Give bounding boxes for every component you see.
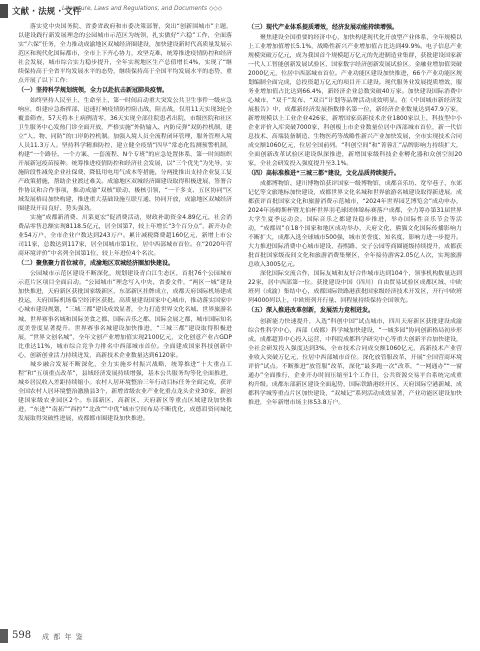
body-paragraph: 始终坚持人民至上、生命至上，第一时间启动重大突发公共卫生事件一级应急响应，组建应急指挥部，迅速打响疫情防控阻击战，阻击战，仅用11天实现3轮全覆盖筛查，57天将本土病例清零，36天实现全部住院患者出院，市级医院和社区卫生服务中心发热门诊全面开放，严格实施“外防输入、内防反弹“双防控机制，建立“人、物、同防”的口岸防控机制。加强入境人员全流程闭环管理，服务管理入境人员11.3万人。坚持科学精准防控，建立健全疫情“四早”常态化监测预警机制，构建“一个路径、一个方案、一套流程、N个专班”的应急处置体系，第一时间组织开展新冠疫苗接种。统筹推进疫情防控和经济社会发展，以“三个优先”为先导，实施阶段性减免企业社保费、降低用电用气成本等措施，分两批推出支持企业复工复产政策措施，帮助企业渡过难关。成渝地区双城经济圈建设取得积极进展，签署合作协议和合作事项，推动成渝“双核”联动、极核引领，“一干多支、五区协同”区域发展格局加快构建，推进重大基础设施互联互通、协同开放，成渝地区双城经济圈建设开局良好、势头强劲。 (18, 97, 232, 213)
footer-marker (0, 629, 8, 643)
section-heading: （五）深入推进改革创新，发展活力竞相迸发。 (248, 307, 375, 315)
body-paragraph: 聚焦建设全国重要的经济中心，加快构建现代化开放型产业体系，全年规模以上工业增加值增长5.1%，战略性新兴产业增加值占比达到49.9%。电子信息产业规模突破万亿元，成为我国首个规模超万亿元的先进制造业集群，获批建设国家新一代人工智能创新发展试验区、国家数字经济创新发展试验区。金融业增加值突破2000亿元，位居中西部城市首位。产业功能区建设加快推进，66个产业功能区规划编制全面完成，总投资超万亿元的项目开工建设。现代服务业发展提质增效，服务业增加值占比达到66.4%，新经济企业总数突破40万家。加快建设国际消费中心城市，“双千”发布、“双百”计划等品牌活动成效明显。在《中国城市新经济发展报告》中，成都新经济发展指数排名第一位，新经济企业数量达到47.9万家，新增规模以上工业企业426家，新增国家高新技术企业1800家以上，科技型中小企业评价入库突破7000家，科创板上市企业数量位居中西部城市首位，新一代信息技术、高端装备制造、生物医药等战略性新兴产业加快发展，全市实现技术合同成交额1060亿元，位居全国前列。“科创空间”和“菁蓉汇”品牌影响力持续扩大，全面创新改革试验区建设纵深推进，新增国家级科技企业孵化器和众创空间20家，全社会研发投入强度提升至3.1%。 (248, 34, 462, 168)
running-header (0, 0, 480, 22)
page-footer (0, 628, 480, 644)
section-heading: （一）坚持科学规划统领，全力以赴抗击新冠肺炎疫情。 (18, 87, 169, 95)
header-section-title: 文献 · 法规 · 文件 (12, 7, 82, 17)
left-text-column (18, 22, 232, 423)
section-heading: （三）现代产业体系提质增效，经济发展动能持续增强。 (248, 24, 399, 31)
body-paragraph: 公园城市示范区建设不断深化，规划建设青白江生态区，首批76个公园城市示范片区项目全面启动。“公园城市”理念写入中央、省委文件，“两区一城”建设加快推进，天府新区获批国家级新区，东部新区挂牌成立，成都天府国际机场建成投运，天府国际机场临空经济区获批。高质量建设国家中心城市，推动落实国家中心城市建设规划，“三城三都”建设成效显著，全力打造世界文化名城、世界旅游名城、世界赛事名城和国际美食之都、国际音乐之都、国际会展之都，城市国际知名度美誉度显著提升。世界赛事名城建设加快推进，“三城三都”建设取得积极进展，“世界文创名城”，全年文创产业增加值实现2100亿元，文化创意产业占GDP比重达11%，城市综合竞争力排名中西部城市首位。全面建成国家科技创新中心，创新创业活力持续迸发，高新技术企业数量达到6120家。 (18, 270, 232, 359)
body-paragraph: 城乡融合发展不断深化，全力实施乡村振兴战略，统筹推进“十大重点工程”和“五项重点改革”，县域经济发展持续增强，基本公共服务均等化全面推进，城乡居民收入差距持续缩小。农村人居环境整治三年行动目标任务全面完成，获评全国农村人居环境整治激励县3个，新增省级农业产业化重点龙头企业30家，新创建国家级农业园区2个。东部新区、高新区、天府新区等重点区域建设加快推进，“东进”“南拓”“西控”“北改”“中优”城市空间布局不断优化，成德眉资同城化发展取得突破性进展，成都都市圈建设加快推进。 (18, 360, 232, 422)
journal-name: 成 都 年 鉴 (42, 633, 84, 641)
header-section-subtitle: Literature, Laws and Regulations, and Documents ◇◇◇ (62, 6, 223, 12)
page-number: 598 (12, 630, 32, 641)
body-paragraph: 成都博物馆、建川博物馆获评国家一级博物馆，成都音乐坊、宽窄巷子、东郊记忆等文旅地标加快建设，成都世界文化名城和世界旅游名城建设取得新进展。成都获评首批国家文化和旅游消费示范城市，“2024年世界园艺博览会”成功申办，2024年汤姆斯杯暨尤伯杯世界羽毛球团体锦标赛落户成都，全力筹办第31届世界大学生夏季运动会。国际音乐之都建设稳步推进，举办国际性音乐节会等活动，“成都周”在18个国家和地区成功举办，天府文化、熊猫文化国际传播影响力不断扩大，成都入选全球城市500强，城市美誉度、知名度、影响力进一步提升。大力推进国际消费中心城市建设，春熙路、交子公园等商圈能级持续提升，成都获批首批国家级夜间文化和旅游消费集聚区，全年接待游客2.05亿人次，实现旅游总收入3005亿元。 (248, 180, 462, 269)
section-heading: （四）高标准推进“三城三都”建设，文化品质持续提升。 (248, 170, 400, 178)
body-paragraph: 创新能力快速提升，入选“科创中国”试点城市，四川天府新区获批建设成渝综合性科学中心，西部（成都）科学城加快建设，“一城多园”协同创新格局初步形成。成都超算中心投入运营，中科院成都科学研究中心等重大创新平台加快建设，全社会研发投入强度达到3%，全市技术合同成交额1060亿元，高新技术产业营业收入突破万亿元，位居中西部城市首位。深化放管服改革，开展“全国营商环境评价”试点。不断推进“放管服”改革，深化“最多跑一次”改革，“一网通办”“一窗通办”全面推行，企业开办时间压缩至1个工作日，公共资源交易平台系统完成重构升级。成都东部新区建设全面起势，国际铁路港经开区、天府国际空港新城、成都科学城等重点片区加快建设，“双城记”系列活动成效显著，产业功能区建设加快推进，全年新增市场主体53.8万户。 (248, 317, 462, 406)
right-text-column (248, 22, 462, 407)
header-marker (0, 4, 8, 18)
body-paragraph: 落实党中央国务院、省委省政府和市委决策部署，突出“创新围城市”主题，以建设践行新发展理念的公园城市示范区为统领，扎实做好“六稳”工作，全面落实“六保”任务，全力推动成渝地区双城经济圈建设，加快建设新时代高质量发展示范区和现代化国际都市，全市上下齐心协力，攻坚克难，统筹推进疫情防控和经济社会发展，城市综合实力稳步提升，全年实现地区生产总值增长4%，实现了“继续保持高于全省平均发展水平的态势，继续保持高于全国平均发展水平的态势，重点开展了以下工作： (18, 23, 232, 85)
body-paragraph: 实施“成都新消费、川菜更宏”促消费活动，财政补助资金4.89亿元，社会消费品零售总额实现8118.5亿元，居全国第7，较上年增长“3个百分点”，新开办企业54万户，全市企业户数达到243万户。累计减税降费超160亿元，新增上市公司11家，总数达到117家，居全国城市第1位，居中西部城市首位。在“2020年营商环境评价”中名列全国第1位，较上年进位4个名次。 (18, 214, 232, 258)
body-paragraph: 深化国际交流合作，国际友城和友好合作城市达到104个，领事机构数量达到22家，居中西部第一位。获批建设中国（四川）自由贸易试验区成都区域、中欧班列（成渝）集结中心，成都国际铁路港获批国家级经济技术开发区，开行中欧班列4000列以上，中欧班列开行量、回程量持续保持全国领先。 (248, 270, 462, 305)
section-heading: （二）聚焦聚力首位城市，成渝地区双城经济圈加快建设。 (18, 260, 175, 268)
